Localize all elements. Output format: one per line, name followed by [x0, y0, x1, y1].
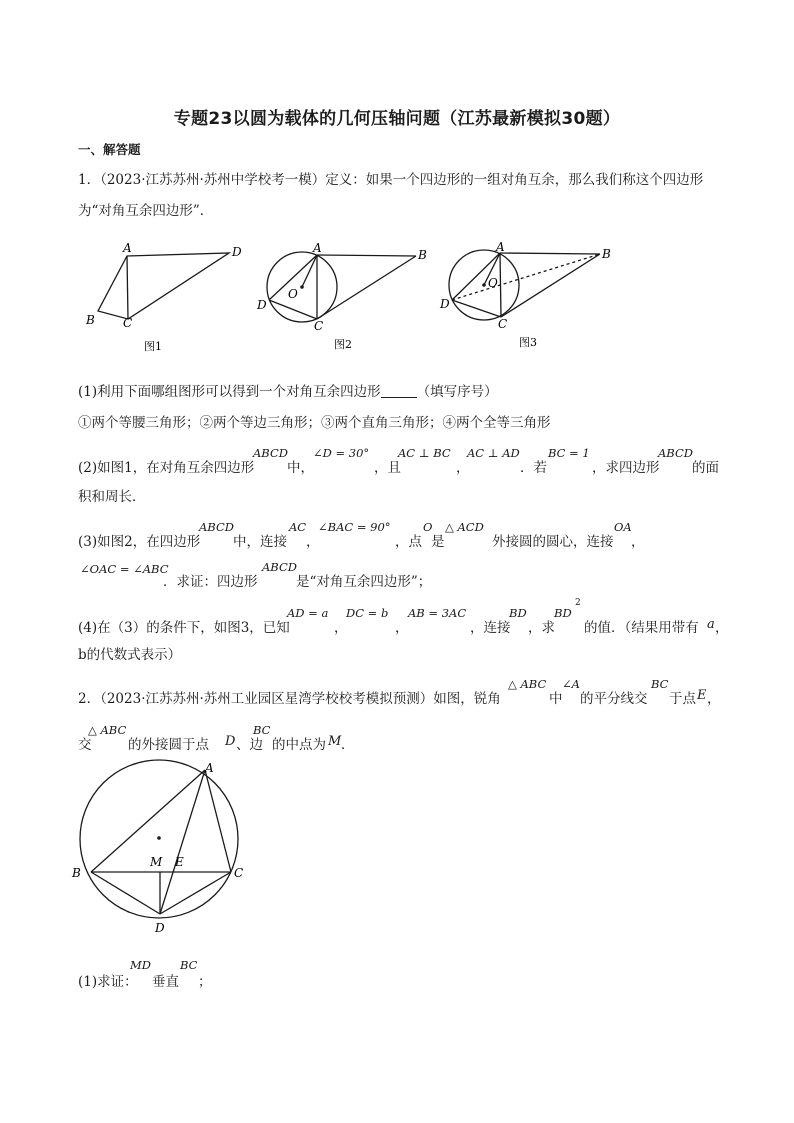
q1-part3-math4: O [423, 520, 433, 534]
q1-part2-math2: ∠D = 30° [313, 446, 370, 460]
q1-part3-text4: ，点 [395, 534, 422, 550]
figure-1 [84, 240, 254, 355]
q1-part3-text6: 外接圆的圆心，连接 [492, 534, 614, 550]
q1-part3-math2: AC [289, 520, 307, 534]
q1-part2-text1: (2)如图1，在对角互余四边形 [78, 460, 255, 476]
q2-math6: D [225, 734, 236, 749]
q2-math2: ∠A [562, 677, 580, 691]
q1-part4-text2: ， [334, 620, 348, 636]
q1-part4-text3: ， [395, 620, 409, 636]
q2-text5: ， [707, 691, 721, 707]
q1-part2-text2: 中， [287, 460, 314, 476]
q1-line1: 1．（2023·江苏苏州·苏州中学校考一模）定义：如果一个四边形的一组对角互余，那么我们称这个四边形 [78, 172, 704, 188]
q1-part4-text5: ，求 [528, 620, 555, 636]
q1-part3-math3: ∠BAC = 90° [318, 520, 391, 534]
figure-q2 [68, 758, 258, 938]
q2-text10: ． [341, 737, 355, 753]
fig3-label-o: O [488, 276, 498, 290]
figure-3 [434, 240, 624, 355]
q1-part4-math6: a [707, 617, 715, 632]
q2-fig-label-c: C [234, 866, 244, 880]
q2-fig-label-e: E [175, 855, 184, 869]
q1-part2-text5: ．若 [520, 460, 547, 476]
fig3-label-b: B [602, 247, 611, 261]
q1-part4-text1: (4)在（3）的条件下，如图3，已知 [78, 620, 290, 636]
q2-fig-label-b: B [72, 866, 81, 880]
q1-part3-text1: (3)如图2，在四边形 [78, 534, 201, 550]
q1-part2-math1: ABCD [253, 446, 288, 460]
q1-part4-text6: 的值．（结果用带有 [584, 620, 699, 636]
q1-part3-math8: ABCD [262, 560, 297, 574]
q1-part3-text2: 中，连接 [233, 534, 287, 550]
q1-part1 [78, 380, 498, 400]
q1-part3-math7: ∠OAC = ∠ABC [80, 562, 169, 576]
fig3-caption: 图3 [519, 336, 537, 349]
q1-part4-math4: BD [509, 606, 527, 620]
q1-part4-line2: b的代数式表示） [78, 647, 182, 663]
q2-fig-label-d: D [155, 921, 165, 935]
q1-part3-math6: OA [614, 520, 632, 534]
q2-text4: 于点 [669, 691, 696, 707]
fig3-label-d: D [440, 297, 450, 311]
q2-text6: 交 [78, 737, 92, 753]
q1-part2-text6: ，求四边形 [592, 460, 660, 476]
fig1-caption: 图1 [144, 340, 162, 353]
fig1-label-c: C [123, 316, 133, 330]
q2-part1-math2: BC [180, 958, 198, 972]
q1-part3-text9: 是“对角互余四边形”； [296, 574, 432, 590]
fig2-caption: 图2 [334, 338, 352, 351]
q2-math7: BC [253, 723, 271, 737]
q1-part4-text4: ，连接 [470, 620, 511, 636]
section-heading: 一、解答题 [78, 142, 141, 157]
q1-part3-text5: 是 [431, 534, 445, 550]
q1-part4-math2: DC = b [346, 606, 389, 620]
q2-text7: 的外接圆于点 [128, 737, 209, 753]
q1-part2-math3: AC ⊥ BC [398, 446, 451, 460]
fig2-label-d: D [257, 298, 267, 312]
q1-part3-text7: ， [631, 534, 645, 550]
fig2-label-c: C [314, 319, 324, 333]
q2-math4: E [697, 688, 707, 703]
q2-fig-label-a: A [205, 761, 214, 775]
fig2-label-a: A [313, 241, 322, 255]
q1-part2-line2: 积和周长． [78, 489, 146, 505]
q2-text9: 的中点为 [272, 737, 326, 753]
q2-text3: 的平分线交 [580, 691, 648, 707]
q2-text8: 、边 [236, 737, 263, 753]
q1-part2-math6: ABCD [658, 446, 693, 460]
fig2-label-o: O [288, 287, 298, 301]
q2-math1: △ ABC [508, 677, 547, 691]
q1-part2-text7: 的面 [692, 460, 719, 476]
q1-part1-hint: （填写序号） [416, 384, 498, 400]
q1-options: ①两个等腰三角形；②两个等边三角形；③两个直角三角形；④两个全等三角形 [78, 415, 551, 431]
fig1-label-a: A [123, 241, 132, 255]
q2-fig-label-m: M [150, 855, 163, 869]
q2-math3: BC [651, 677, 669, 691]
q1-part3-text8: ．求证：四边形 [163, 574, 258, 590]
fig1-label-b: B [86, 313, 95, 327]
q1-part2-text4: ， [456, 460, 470, 476]
q2-part1-text3: ； [198, 974, 212, 990]
q2-math8: M [328, 734, 342, 749]
q1-part3-math1: ABCD [199, 520, 234, 534]
q1-part2-text3: ，且 [374, 460, 401, 476]
q1-part2-math4: AC ⊥ AD [467, 446, 520, 460]
q2-part1-text2: 垂直 [152, 974, 179, 990]
q1-part4-math5: BD [554, 606, 572, 620]
q2-math5: △ ABC [88, 723, 127, 737]
q1-part4-math1: AD = a [287, 606, 329, 620]
q1-part3-math5: △ ACD [445, 520, 484, 534]
q1-part4-exponent: 2 [575, 598, 581, 608]
fig3-label-a: A [496, 240, 505, 254]
q1-part1-text: (1)利用下面哪组图形可以得到一个对角互余四边形 [78, 384, 381, 400]
q1-part3-text3: ， [306, 534, 320, 550]
q2-text2: 中 [549, 691, 563, 707]
q2-part1-text1: (1)求证： [78, 974, 138, 990]
q2-part1-math1: MD [130, 958, 151, 972]
page-title: 专题23以圆为载体的几何压轴问题（江苏最新模拟30题） [173, 109, 621, 129]
figure-2 [252, 240, 432, 355]
answer-blank[interactable] [381, 385, 417, 398]
fig1-label-d: D [232, 245, 242, 259]
q1-part2-math5: BC = 1 [548, 446, 590, 460]
fig3-label-c: C [498, 317, 508, 331]
q1-part4-math3: AB = 3AC [408, 606, 467, 620]
q1-part4-text7: ， [715, 620, 729, 636]
q2-text1: 2．（2023·江苏苏州·苏州工业园区星湾学校校考模拟预测）如图，锐角 [78, 691, 501, 707]
fig2-label-b: B [418, 248, 427, 262]
q1-line2: 为“对角互余四边形”． [78, 203, 214, 219]
